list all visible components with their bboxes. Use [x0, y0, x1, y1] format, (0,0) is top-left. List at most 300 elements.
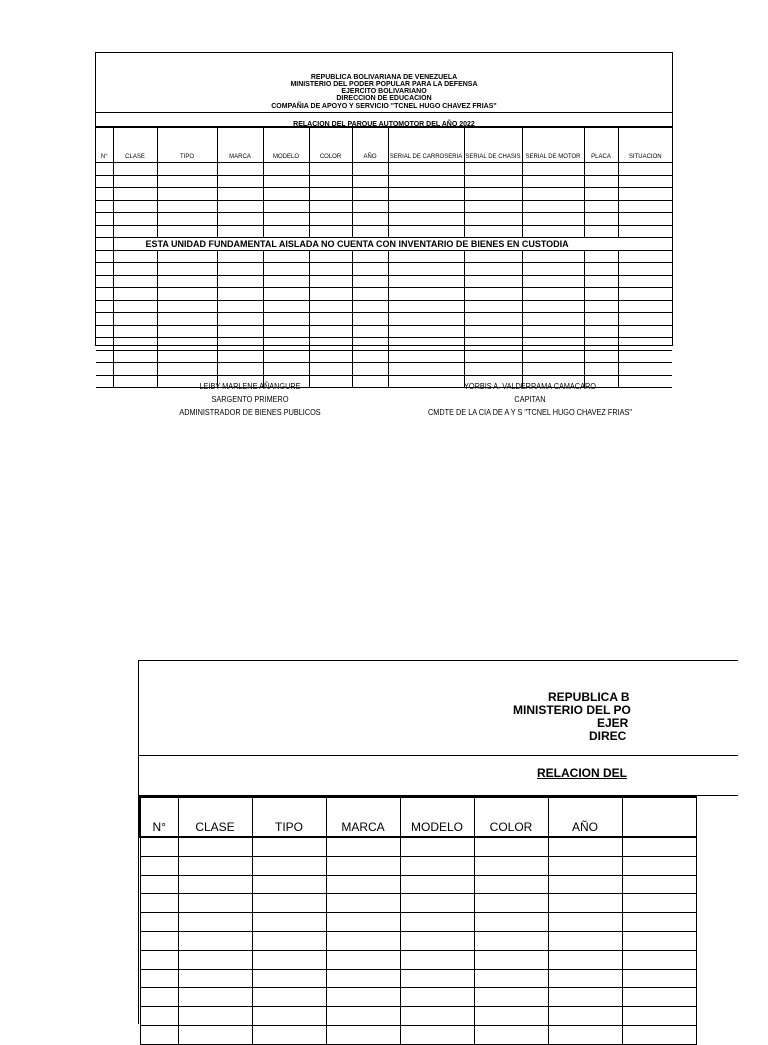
table-cell — [263, 300, 309, 313]
table-cell — [217, 288, 263, 301]
table-row — [96, 175, 672, 188]
table-cell — [309, 188, 352, 201]
table-cell — [157, 325, 217, 338]
table-cell — [113, 300, 157, 313]
table-row — [140, 969, 696, 988]
table-row — [96, 213, 672, 226]
table-row — [96, 200, 672, 213]
table-cell — [309, 213, 352, 226]
table-cell — [326, 913, 400, 932]
table-cell — [309, 300, 352, 313]
table-row — [140, 1025, 696, 1044]
table-cell — [548, 894, 622, 913]
table-cell — [352, 300, 388, 313]
table-cell — [178, 875, 252, 894]
column-header: SERIAL DE CARROSERIA — [388, 128, 464, 163]
table-row — [140, 931, 696, 950]
table-cell — [96, 275, 113, 288]
table-cell — [474, 931, 548, 950]
table-cell — [618, 363, 672, 376]
table-cell — [618, 200, 672, 213]
table-cell — [263, 250, 309, 263]
table-cell — [178, 950, 252, 969]
table-cell — [252, 894, 326, 913]
zoomed-header-line: MINISTERIO DEL PO — [513, 703, 631, 717]
table-cell — [178, 856, 252, 875]
table-cell — [522, 163, 584, 176]
table-row — [96, 238, 672, 251]
table-cell — [352, 338, 388, 351]
table-cell — [326, 969, 400, 988]
table-cell — [96, 325, 113, 338]
table-cell — [618, 163, 672, 176]
table-cell — [157, 313, 217, 326]
table-cell — [548, 1007, 622, 1026]
table-cell — [618, 350, 672, 363]
table-cell — [263, 188, 309, 201]
table-row — [140, 1007, 696, 1026]
table-cell — [388, 313, 464, 326]
column-header: SITUACION — [618, 128, 672, 163]
table-cell — [584, 188, 618, 201]
table-cell — [522, 338, 584, 351]
table-cell — [400, 875, 474, 894]
table-cell — [217, 200, 263, 213]
table-cell — [157, 263, 217, 276]
table-cell — [309, 275, 352, 288]
table-cell — [263, 313, 309, 326]
column-header: CLASE — [113, 128, 157, 163]
table-cell — [217, 225, 263, 238]
table-row — [96, 163, 672, 176]
table-cell — [309, 250, 352, 263]
table-cell — [584, 350, 618, 363]
table-cell — [252, 1025, 326, 1044]
table-cell — [157, 275, 217, 288]
table-cell — [584, 250, 618, 263]
table-cell — [388, 163, 464, 176]
table-cell — [464, 225, 522, 238]
column-header: CLASE — [178, 797, 252, 837]
table-cell — [113, 200, 157, 213]
table-cell — [217, 300, 263, 313]
table-cell — [217, 213, 263, 226]
table-cell — [522, 288, 584, 301]
zoomed-vehicle-table — [139, 796, 697, 1045]
table-cell — [622, 988, 696, 1007]
table-cell — [217, 263, 263, 276]
table-cell — [352, 275, 388, 288]
table-cell — [178, 969, 252, 988]
table-cell — [618, 325, 672, 338]
table-cell — [263, 263, 309, 276]
table-cell — [157, 225, 217, 238]
table-cell — [326, 1007, 400, 1026]
table-cell — [96, 363, 113, 376]
table-cell — [326, 837, 400, 856]
no-inventory-note: ESTA UNIDAD FUNDAMENTAL AISLADA NO CUENTA CON INVENTARIO DE BIENES EN CUSTODIA — [113, 238, 672, 251]
table-cell — [113, 375, 157, 388]
table-cell — [548, 837, 622, 856]
table-cell — [113, 363, 157, 376]
table-cell — [474, 875, 548, 894]
table-row — [140, 856, 696, 875]
table-cell — [584, 363, 618, 376]
table-row — [140, 988, 696, 1007]
table-cell — [548, 988, 622, 1007]
table-cell — [474, 969, 548, 988]
table-cell — [388, 338, 464, 351]
table-cell — [622, 1025, 696, 1044]
table-cell — [548, 1025, 622, 1044]
column-header — [622, 797, 696, 837]
table-cell — [157, 213, 217, 226]
table-cell — [352, 250, 388, 263]
table-cell — [113, 338, 157, 351]
table-cell — [400, 988, 474, 1007]
vehicle-table — [96, 127, 672, 388]
table-cell — [140, 988, 178, 1007]
table-cell — [309, 288, 352, 301]
table-cell — [622, 931, 696, 950]
table-cell — [388, 350, 464, 363]
table-row — [140, 950, 696, 969]
signer-rank: CAPITAN — [514, 394, 546, 404]
table-cell — [522, 225, 584, 238]
table-cell — [140, 856, 178, 875]
signer-name: LEIBY MARLENE AÑANGURE — [199, 381, 301, 391]
table-cell — [140, 875, 178, 894]
table-cell — [474, 1007, 548, 1026]
table-cell — [522, 263, 584, 276]
table-cell — [400, 1025, 474, 1044]
table-cell — [96, 263, 113, 276]
table-cell — [584, 163, 618, 176]
table-cell — [113, 263, 157, 276]
table-cell — [326, 856, 400, 875]
table-cell — [96, 313, 113, 326]
zoomed-header-row — [140, 797, 696, 837]
table-row — [96, 275, 672, 288]
table-cell — [326, 950, 400, 969]
column-header: TIPO — [157, 128, 217, 163]
table-cell — [96, 250, 113, 263]
table-cell — [113, 188, 157, 201]
header-line: REPUBLICA BOLIVARIANA DE VENEZUELA — [310, 73, 458, 81]
column-header: MARCA — [217, 128, 263, 163]
table-cell — [309, 163, 352, 176]
table-cell — [388, 263, 464, 276]
table-cell — [464, 175, 522, 188]
table-cell — [113, 163, 157, 176]
signer-rank: SARGENTO PRIMERO — [211, 394, 289, 404]
table-cell — [388, 213, 464, 226]
table-cell — [474, 988, 548, 1007]
table-cell — [96, 163, 113, 176]
table-cell — [252, 1007, 326, 1026]
table-cell — [584, 175, 618, 188]
table-cell — [157, 350, 217, 363]
table-cell — [522, 313, 584, 326]
column-header: SERIAL DE CHASIS — [464, 128, 522, 163]
table-cell — [464, 163, 522, 176]
table-cell — [96, 175, 113, 188]
table-cell — [522, 325, 584, 338]
table-cell — [217, 250, 263, 263]
table-cell — [474, 950, 548, 969]
table-cell — [388, 225, 464, 238]
table-cell — [584, 288, 618, 301]
table-cell — [96, 300, 113, 313]
table-cell — [548, 950, 622, 969]
table-row — [96, 325, 672, 338]
column-header: MARCA — [326, 797, 400, 837]
table-cell — [309, 338, 352, 351]
table-cell — [622, 913, 696, 932]
header-line: EJERCITO BOLIVARIANO — [341, 88, 427, 96]
column-header: PLACA — [584, 128, 618, 163]
table-cell — [400, 1007, 474, 1026]
table-cell — [548, 931, 622, 950]
table-cell — [400, 931, 474, 950]
table-cell — [178, 988, 252, 1007]
table-cell — [388, 188, 464, 201]
table-cell — [309, 175, 352, 188]
table-cell — [618, 338, 672, 351]
table-cell — [464, 300, 522, 313]
table-cell — [263, 225, 309, 238]
table-cell — [618, 213, 672, 226]
table-cell — [388, 300, 464, 313]
table-row — [96, 363, 672, 376]
table-cell — [326, 1025, 400, 1044]
table-cell — [309, 350, 352, 363]
table-cell — [548, 913, 622, 932]
zoomed-relation-title: RELACION DEL — [537, 766, 627, 780]
table-cell — [522, 175, 584, 188]
table-cell — [217, 325, 263, 338]
table-cell — [352, 313, 388, 326]
table-header-row — [96, 128, 672, 163]
table-cell — [522, 275, 584, 288]
table-cell — [157, 338, 217, 351]
column-header: TIPO — [252, 797, 326, 837]
table-cell — [548, 969, 622, 988]
table-cell — [96, 338, 113, 351]
relation-title: RELACION DEL PARQUE AUTOMOTOR DEL AÑO 2022 — [293, 121, 475, 128]
table-cell — [474, 1025, 548, 1044]
table-cell — [464, 325, 522, 338]
table-cell — [618, 313, 672, 326]
column-header: AÑO — [548, 797, 622, 837]
table-cell — [252, 913, 326, 932]
zoomed-header — [139, 661, 738, 756]
table-row — [140, 837, 696, 856]
table-cell — [352, 363, 388, 376]
table-cell — [622, 1007, 696, 1026]
table-cell — [400, 969, 474, 988]
table-cell — [140, 969, 178, 988]
table-cell — [352, 225, 388, 238]
table-cell — [178, 894, 252, 913]
table-cell — [96, 288, 113, 301]
table-cell — [522, 350, 584, 363]
table-row — [96, 288, 672, 301]
table-cell — [96, 213, 113, 226]
table-cell — [252, 931, 326, 950]
signer-position: CMDTE DE LA CIA DE A Y S "TCNEL HUGO CHAVEZ FRIAS" — [428, 407, 632, 417]
zoomed-sheet-frame — [138, 660, 738, 1024]
table-cell — [217, 188, 263, 201]
table-cell — [352, 350, 388, 363]
table-cell — [252, 950, 326, 969]
table-cell — [309, 225, 352, 238]
zoomed-header-line: EJER — [597, 716, 629, 730]
table-cell — [178, 1007, 252, 1026]
sheet-header — [96, 53, 672, 113]
table-cell — [140, 1007, 178, 1026]
table-cell — [157, 175, 217, 188]
signer-position: ADMINISTRADOR DE BIENES PUBLICOS — [179, 407, 321, 417]
table-cell — [464, 188, 522, 201]
table-cell — [217, 175, 263, 188]
table-cell — [157, 288, 217, 301]
table-cell — [263, 163, 309, 176]
header-line: MINISTERIO DEL PODER POPULAR PARA LA DEFENSA — [290, 80, 478, 88]
table-cell — [618, 263, 672, 276]
table-cell — [326, 875, 400, 894]
table-cell — [474, 837, 548, 856]
table-cell — [263, 213, 309, 226]
table-row — [96, 225, 672, 238]
table-cell — [326, 988, 400, 1007]
table-cell — [584, 300, 618, 313]
table-cell — [622, 950, 696, 969]
table-cell — [352, 375, 388, 388]
table-cell — [352, 288, 388, 301]
table-cell — [388, 250, 464, 263]
table-cell — [96, 350, 113, 363]
table-cell — [474, 894, 548, 913]
table-cell — [157, 363, 217, 376]
table-cell — [622, 969, 696, 988]
column-header: MODELO — [400, 797, 474, 837]
table-cell — [622, 837, 696, 856]
table-cell — [522, 188, 584, 201]
table-cell — [326, 931, 400, 950]
table-cell — [464, 350, 522, 363]
table-cell — [309, 200, 352, 213]
table-cell — [252, 969, 326, 988]
zoomed-sheet — [138, 660, 631, 1024]
table-cell — [522, 213, 584, 226]
table-cell — [352, 163, 388, 176]
table-cell — [474, 913, 548, 932]
zoomed-relation-row — [139, 756, 738, 796]
table-cell — [217, 350, 263, 363]
table-cell — [252, 837, 326, 856]
table-cell — [584, 213, 618, 226]
table-cell — [388, 200, 464, 213]
table-cell — [113, 250, 157, 263]
table-cell — [96, 200, 113, 213]
table-cell — [352, 263, 388, 276]
table-cell — [157, 300, 217, 313]
table-cell — [400, 837, 474, 856]
table-cell — [263, 288, 309, 301]
table-cell — [400, 950, 474, 969]
table-cell — [252, 875, 326, 894]
table-cell — [400, 894, 474, 913]
table-cell — [522, 200, 584, 213]
table-cell — [140, 837, 178, 856]
table-row — [96, 188, 672, 201]
table-cell — [140, 931, 178, 950]
table-cell — [388, 363, 464, 376]
table-cell — [618, 250, 672, 263]
table-row — [96, 350, 672, 363]
table-cell — [309, 325, 352, 338]
table-cell — [113, 325, 157, 338]
table-cell — [113, 175, 157, 188]
table-row — [96, 300, 672, 313]
inventory-sheet — [95, 52, 673, 346]
table-cell — [113, 225, 157, 238]
relation-title-row — [96, 113, 672, 127]
column-header: AÑO — [352, 128, 388, 163]
table-cell — [464, 263, 522, 276]
table-cell — [464, 250, 522, 263]
table-cell — [548, 856, 622, 875]
table-cell — [400, 913, 474, 932]
table-cell — [584, 325, 618, 338]
table-cell — [96, 188, 113, 201]
table-cell — [622, 894, 696, 913]
table-cell — [352, 325, 388, 338]
table-cell — [584, 275, 618, 288]
table-cell — [217, 275, 263, 288]
table-cell — [522, 250, 584, 263]
zoomed-header-line: REPUBLICA B — [548, 690, 630, 704]
table-cell — [178, 913, 252, 932]
column-header: COLOR — [309, 128, 352, 163]
table-cell — [464, 275, 522, 288]
table-cell — [388, 275, 464, 288]
header-line: DIRECCION DE EDUCACION — [336, 95, 432, 103]
table-cell — [326, 894, 400, 913]
signature-left — [164, 380, 336, 419]
table-cell — [388, 288, 464, 301]
table-cell — [464, 338, 522, 351]
table-cell — [584, 338, 618, 351]
table-cell — [522, 363, 584, 376]
table-cell — [157, 200, 217, 213]
table-cell — [157, 188, 217, 201]
table-cell — [309, 313, 352, 326]
table-cell — [263, 275, 309, 288]
table-cell — [178, 837, 252, 856]
table-cell — [96, 225, 113, 238]
table-cell — [113, 313, 157, 326]
table-cell — [464, 363, 522, 376]
table-cell — [622, 856, 696, 875]
table-cell — [113, 275, 157, 288]
table-cell — [464, 213, 522, 226]
table-cell — [618, 275, 672, 288]
table-cell — [96, 375, 113, 388]
table-cell — [400, 856, 474, 875]
table-cell — [140, 894, 178, 913]
